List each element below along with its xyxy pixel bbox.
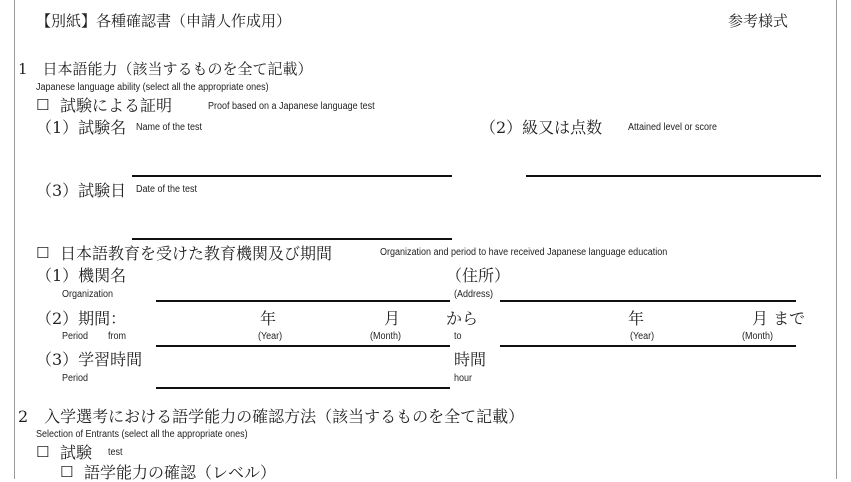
section-2-heading-en: Selection of Entrants (select all the appropriate ones) xyxy=(36,429,248,440)
organization-input-line[interactable] xyxy=(156,300,450,302)
end-year-label-en: (Year) xyxy=(630,331,655,342)
test-date-label-en: Date of the test xyxy=(136,184,198,195)
address-label: （住所） xyxy=(446,266,511,285)
education-label: 日本語教育を受けた教育機関及び期間 xyxy=(60,244,333,263)
start-month-label-en: (Month) xyxy=(370,331,402,342)
section-1-heading-en: Japanese language ability (select all the appropriate ones) xyxy=(36,82,269,93)
test-date-input-line[interactable] xyxy=(132,238,452,240)
selection-test-label: 試験 xyxy=(60,443,93,462)
period-kara-label: から xyxy=(446,309,479,328)
period-label-en: Period xyxy=(62,331,89,342)
end-month-made-label: 月 まで xyxy=(752,309,806,328)
period-start-input-line[interactable] xyxy=(156,345,450,347)
test-level-input-line[interactable] xyxy=(526,175,821,177)
hours-unit-label: 時間 xyxy=(454,350,487,369)
section-2-heading: 2 入学選考における語学能力の確認方法（該当するものを全て記載） xyxy=(18,407,525,426)
start-month-label: 月 xyxy=(384,309,401,328)
end-month-label-en: (Month) xyxy=(742,331,774,342)
address-label-en: (Address) xyxy=(454,289,494,300)
period-to-en: to xyxy=(454,331,462,342)
period-from-en: from xyxy=(108,331,126,342)
start-year-label-en: (Year) xyxy=(258,331,283,342)
education-checkbox[interactable]: ☐ xyxy=(36,244,50,262)
address-input-line[interactable] xyxy=(500,300,796,302)
selection-test-checkbox[interactable]: ☐ xyxy=(36,443,50,461)
test-name-input-line[interactable] xyxy=(132,175,452,177)
study-hours-label-en: Period xyxy=(62,373,89,384)
end-year-label: 年 xyxy=(628,309,645,328)
test-level-label: （2）級又は点数 xyxy=(480,118,603,137)
test-proof-label: 試験による証明 xyxy=(60,96,173,115)
language-level-checkbox[interactable]: ☐ xyxy=(60,463,74,481)
test-proof-checkbox[interactable]: ☐ xyxy=(36,96,50,114)
test-proof-label-en: Proof based on a Japanese language test xyxy=(208,101,375,112)
selection-test-label-en: test xyxy=(108,447,123,458)
test-level-label-en: Attained level or score xyxy=(628,122,718,133)
reference-format-label: 参考様式 xyxy=(728,12,789,30)
period-end-input-line[interactable] xyxy=(500,345,796,347)
test-name-label: （1）試験名 xyxy=(36,118,127,137)
study-hours-input-line[interactable] xyxy=(156,387,450,389)
form-title: 【別紙】各種確認書（申請人作成用） xyxy=(36,12,292,30)
hours-unit-label-en: hour xyxy=(454,373,473,384)
test-date-label: （3）試験日 xyxy=(36,181,127,200)
test-name-label-en: Name of the test xyxy=(136,122,203,133)
study-hours-label: （3）学習時間 xyxy=(36,350,143,369)
section-1-heading: 1 日本語能力（該当するものを全て記載） xyxy=(18,60,313,78)
start-year-label: 年 xyxy=(260,309,277,328)
organization-label-en: Organization xyxy=(62,289,114,300)
language-level-label: 語学能力の確認（レベル） xyxy=(84,463,277,482)
period-label: （2）期間： xyxy=(36,309,127,328)
organization-label: （1）機関名 xyxy=(36,266,127,285)
education-label-en: Organization and period to have received Japanese language education xyxy=(380,247,668,258)
